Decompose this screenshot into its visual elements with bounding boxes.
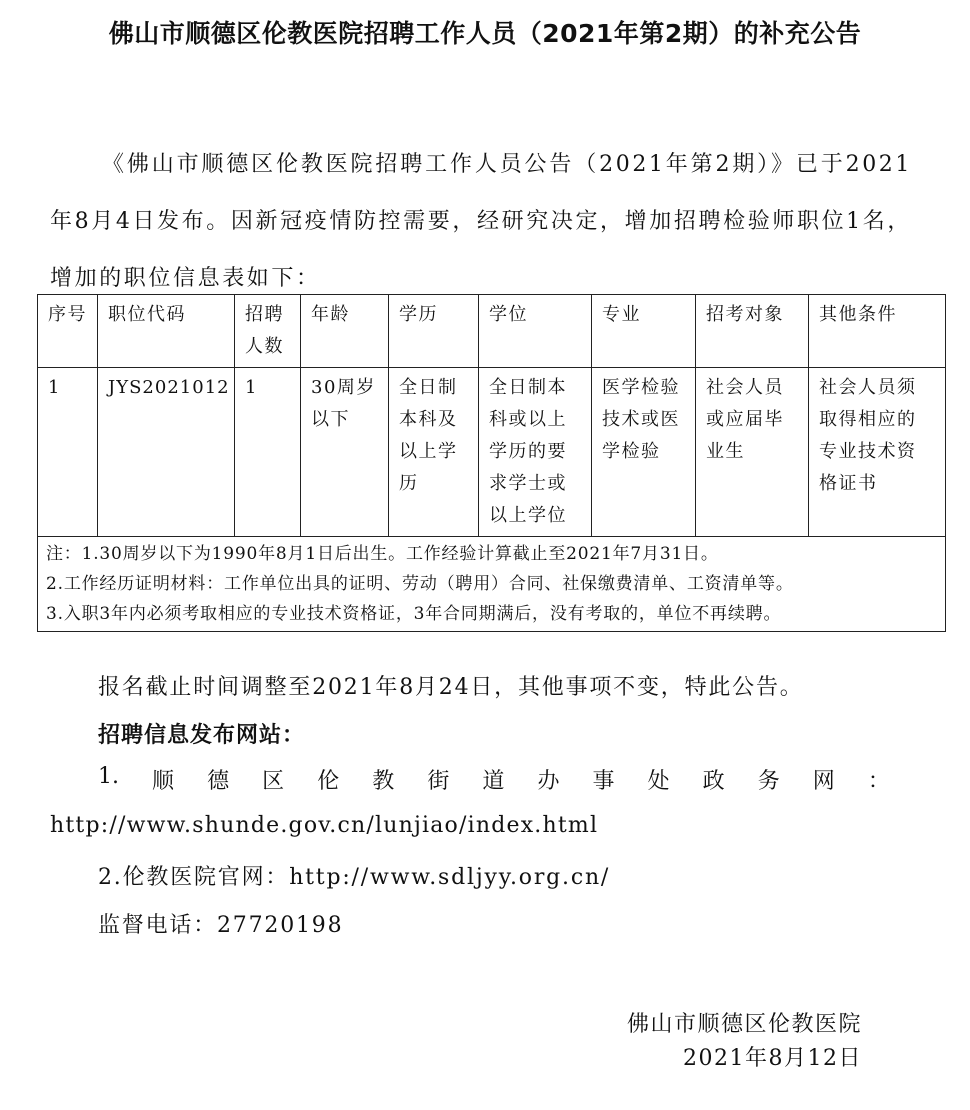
cell-target: 社会人员或应届毕业生 <box>696 368 809 537</box>
table-header-row <box>38 295 946 368</box>
cell-age: 30周岁以下 <box>301 368 389 537</box>
label-char: 事 <box>592 769 615 794</box>
header-position-code: 职位代码 <box>98 295 235 368</box>
website-item-1-label <box>98 764 890 795</box>
header-age: 年龄 <box>301 295 389 368</box>
cell-degree: 全日制本科或以上学历的要求学士或以上学位 <box>479 368 592 537</box>
table-notes <box>38 537 946 632</box>
header-degree: 学位 <box>479 295 592 368</box>
note-1: 注：1.30周岁以下为1990年8月1日后出生。工作经验计算截止至2021年7月31日。 <box>46 544 719 564</box>
label-char: 网 <box>812 769 835 794</box>
hotline: 监督电话：27720198 <box>98 913 344 938</box>
cell-position-code: JYS2021012 <box>98 368 235 537</box>
websites-heading: 招聘信息发布网站： <box>98 723 306 748</box>
page-title: 佛山市顺德区伦教医院招聘工作人员（2021年第2期）的补充公告 <box>108 19 862 48</box>
intro-paragraph: 《佛山市顺德区伦教医院招聘工作人员公告（2021年第2期）》已于2021年8月4日发布。因新冠疫情防控需要，经研究决定，增加招聘检验师职位1名，增加的职位信息表如下： <box>50 152 912 291</box>
label-char: 1. <box>98 764 119 789</box>
label-char: 政 <box>702 769 725 794</box>
website-item-1-url[interactable]: http://www.shunde.gov.cn/lunjiao/index.html <box>50 813 599 838</box>
header-headcount: 招聘人数 <box>235 295 301 368</box>
label-char: 德 <box>207 769 230 794</box>
signature-org: 佛山市顺德区伦教医院 <box>626 1012 862 1037</box>
label-char: 办 <box>537 769 560 794</box>
header-education: 学历 <box>389 295 479 368</box>
table-row <box>38 368 946 537</box>
note-2: 2.工作经历证明材料：工作单位出具的证明、劳动（聘用）合同、社保缴费清单、工资清单等。 <box>46 574 794 594</box>
deadline-notice: 报名截止时间调整至2021年8月24日，其他事项不变，特此公告。 <box>98 675 804 700</box>
header-major: 专业 <box>592 295 696 368</box>
label-char: ： <box>867 769 890 794</box>
signature-date: 2021年8月12日 <box>683 1046 862 1071</box>
cell-education: 全日制本科及以上学历 <box>389 368 479 537</box>
label-char: 伦 <box>317 769 340 794</box>
header-other: 其他条件 <box>809 295 946 368</box>
cell-headcount: 1 <box>235 368 301 537</box>
cell-major: 医学检验技术或医学检验 <box>592 368 696 537</box>
label-char: 道 <box>482 769 505 794</box>
note-3: 3.入职3年内必须考取相应的专业技术资格证，3年合同期满后，没有考取的，单位不再续聘。 <box>46 604 782 624</box>
label-char: 务 <box>757 769 780 794</box>
website-item-2[interactable]: 2.伦教医院官网：http://www.sdljyy.org.cn/ <box>98 865 611 890</box>
label-char: 顺 <box>152 769 175 794</box>
position-table <box>37 294 946 632</box>
header-target: 招考对象 <box>696 295 809 368</box>
label-char: 教 <box>372 769 395 794</box>
header-index: 序号 <box>38 295 98 368</box>
cell-index: 1 <box>38 368 98 537</box>
label-char: 区 <box>262 769 285 794</box>
label-char: 处 <box>647 769 670 794</box>
label-char: 街 <box>427 769 450 794</box>
table-notes-row <box>38 537 946 632</box>
cell-other: 社会人员须取得相应的专业技术资格证书 <box>809 368 946 537</box>
